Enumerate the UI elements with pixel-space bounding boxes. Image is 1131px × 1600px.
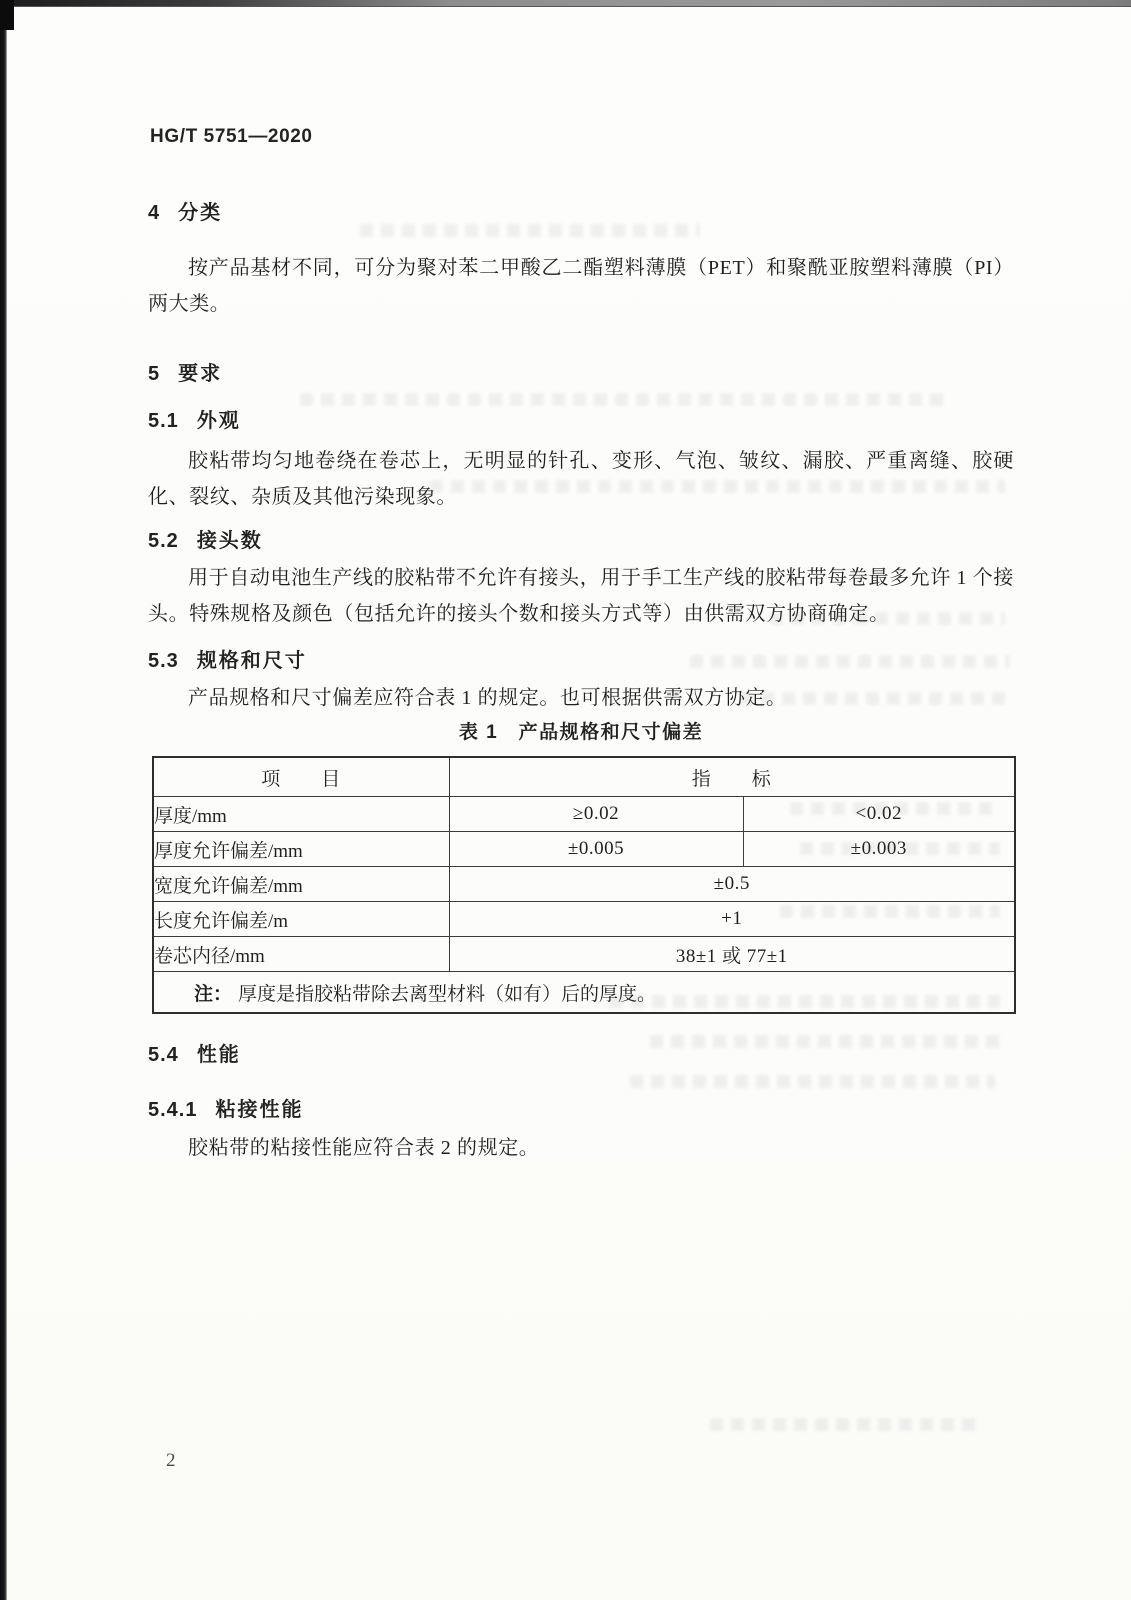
- section-heading-4: [148, 196, 222, 225]
- section-heading-5-3: [148, 644, 307, 673]
- table-header-row: [153, 757, 1015, 797]
- section-title: 规格和尺寸: [196, 650, 307, 672]
- standard-number: HG/T 5751—2020: [150, 126, 313, 147]
- section-title: 外观: [196, 410, 241, 432]
- row-item-label: 厚度允许偏差/mm: [153, 832, 449, 867]
- bleed-through-smudge: [630, 1075, 995, 1088]
- paragraph-5-3-1: 产品规格和尺寸偏差应符合表 1 的规定。也可根据供需双方协定。: [188, 687, 787, 709]
- table-row-thickness-tolerance: [153, 832, 1015, 867]
- bleed-through-smudge: [300, 393, 950, 406]
- paragraph-5-1-1: 胶粘带均匀地卷绕在卷芯上，无明显的针孔、变形、气泡、皱纹、漏胶、严重离缝、胶硬化、裂纹、杂质及其他污染现象。: [148, 450, 1014, 508]
- row-item-label: 卷芯内径/mm: [153, 937, 449, 972]
- page-number: 2: [166, 1450, 176, 1471]
- table-1-specs-and-dimensions: [152, 756, 1016, 1014]
- bleed-through-smudge: [690, 655, 1010, 668]
- note-label: 注：: [194, 983, 233, 1005]
- section-number: 4: [148, 202, 161, 224]
- bleed-through-smudge: [360, 224, 700, 237]
- row-item-label: 厚度/mm: [153, 797, 449, 832]
- table-header-value-cell: 指 标: [449, 757, 1015, 797]
- row-item-label: 宽度允许偏差/mm: [153, 867, 449, 902]
- section-title: 接头数: [196, 530, 263, 552]
- section-number: 5.4.1: [148, 1099, 198, 1121]
- section-number: 5.3: [148, 650, 179, 672]
- row-item-label: 长度允许偏差/m: [153, 902, 449, 937]
- row-value-2: <0.02: [743, 797, 1015, 832]
- table-row-core-inner-diameter: [153, 937, 1015, 972]
- section-number: 5.1: [148, 410, 179, 432]
- bleed-through-smudge: [710, 1418, 980, 1431]
- bleed-through-smudge: [650, 1035, 1000, 1048]
- table-note-row: [153, 972, 1015, 1014]
- row-value-span: +1: [449, 902, 1015, 937]
- paragraph-5-2-1: 用于自动电池生产线的胶粘带不允许有接头，用于手工生产线的胶粘带每卷最多允许 1 个接头。特殊规格及颜色（包括允许的接头个数和接头方式等）由供需双方协商确定。: [148, 567, 1014, 625]
- section-heading-5-4: [148, 1038, 241, 1067]
- paragraph-4-1: 按产品基材不同，可分为聚对苯二甲酸乙二酯塑料薄膜（PET）和聚酰亚胺塑料薄膜（PI）两大类。: [148, 257, 1014, 315]
- section-number: 5.2: [148, 530, 179, 552]
- table-1-caption: 表 1 产品规格和尺寸偏差: [458, 722, 704, 743]
- row-value-span: 38±1 或 77±1: [449, 937, 1015, 972]
- scan-corner-top-left: [0, 0, 14, 30]
- table-row-length-tolerance: [153, 902, 1015, 937]
- section-number: 5: [148, 363, 161, 385]
- section-heading-5: [148, 357, 222, 386]
- row-value-1: ±0.005: [449, 832, 743, 867]
- section-heading-5-1: [148, 404, 241, 433]
- note-text: 厚度是指胶粘带除去离型材料（如有）后的厚度。: [238, 983, 657, 1005]
- section-title: 性能: [196, 1044, 241, 1066]
- table-row-thickness: [153, 797, 1015, 832]
- table-note-cell: [153, 972, 1015, 1014]
- row-value-2: ±0.003: [743, 832, 1015, 867]
- table-header-item-cell: 项 目: [153, 757, 449, 797]
- row-value-1: ≥0.02: [449, 797, 743, 832]
- section-number: 5.4: [148, 1044, 179, 1066]
- paragraph-5-4-1-1: 胶粘带的粘接性能应符合表 2 的规定。: [188, 1137, 540, 1159]
- row-value-span: ±0.5: [449, 867, 1015, 902]
- scan-edge-left: [0, 0, 7, 1600]
- section-title: 要求: [178, 363, 223, 385]
- section-title: 粘接性能: [215, 1099, 304, 1121]
- section-heading-5-4-1: [148, 1093, 303, 1122]
- section-title: 分类: [178, 202, 223, 224]
- section-heading-5-2: [148, 524, 263, 553]
- table-row-width-tolerance: [153, 867, 1015, 902]
- scan-edge-top: [0, 0, 1131, 7]
